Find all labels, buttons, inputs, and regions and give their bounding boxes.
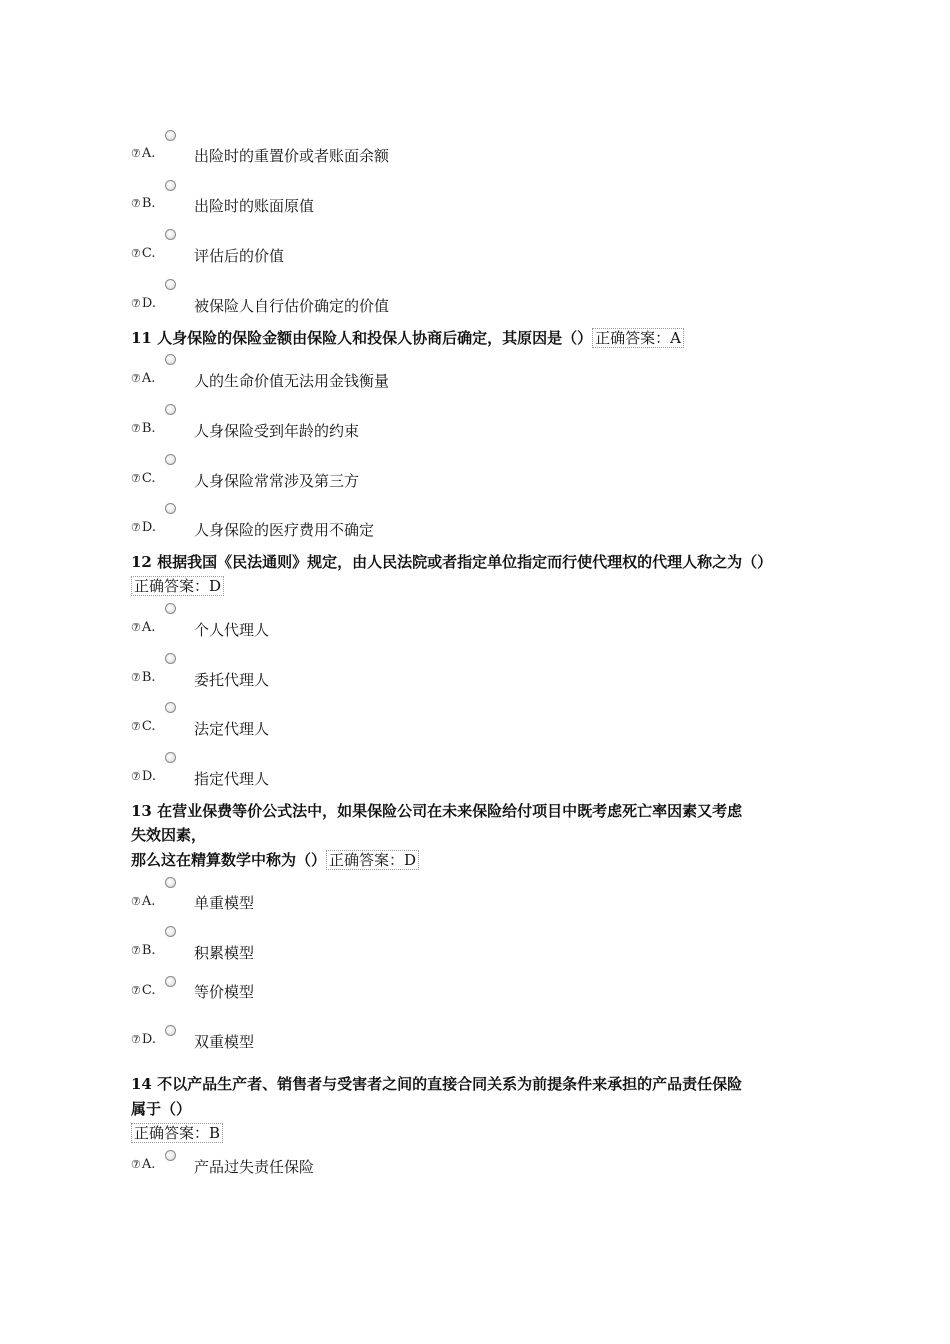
answer-box: 正确答案：D (131, 576, 224, 596)
option-text: 指定代理人 (194, 770, 270, 788)
option-text: 人身保险常常涉及第三方 (194, 472, 360, 490)
option-letter: ⑦D. (131, 296, 156, 311)
option-text: 被保险人自行估价确定的价值 (194, 297, 390, 315)
option-letter: ⑦D. (131, 769, 156, 784)
pin-icon: ⑦ (131, 944, 141, 957)
radio-button[interactable] (165, 279, 176, 290)
option-letter: ⑦A. (131, 146, 156, 161)
option-text: 出险时的重置价或者账面余额 (194, 147, 390, 165)
option-text: 等价模型 (194, 983, 255, 1001)
pin-icon: ⑦ (131, 472, 141, 485)
option-text: 单重模型 (194, 894, 255, 912)
option-letter: ⑦B. (131, 943, 156, 958)
pin-icon: ⑦ (131, 770, 141, 783)
option-text: 评估后的价值 (194, 247, 285, 265)
option-letter: ⑦A. (131, 1157, 156, 1172)
answer-line (131, 576, 224, 596)
radio-button[interactable] (165, 130, 176, 141)
radio-button[interactable] (165, 877, 176, 888)
question-13-line1: 13 在营业保费等价公式法中，如果保险公司在未来保险给付项目中既考虑死亡率因素又考虑 (131, 802, 743, 820)
pin-icon: ⑦ (131, 422, 141, 435)
question-14-line1: 14 不以产品生产者、销售者与受害者之间的直接合同关系为前提条件来承担的产品责任保险 (131, 1075, 743, 1093)
pin-icon: ⑦ (131, 895, 141, 908)
option-text: 积累模型 (194, 944, 255, 962)
pin-icon: ⑦ (131, 297, 141, 310)
radio-button[interactable] (165, 752, 176, 763)
option-letter: ⑦C. (131, 471, 156, 486)
radio-button[interactable] (165, 229, 176, 240)
option-text: 委托代理人 (194, 671, 270, 689)
pin-icon: ⑦ (131, 197, 141, 210)
option-letter: ⑦B. (131, 421, 156, 436)
answer-box: 正确答案：B (131, 1123, 223, 1143)
pin-icon: ⑦ (131, 984, 141, 997)
question-12: 12 根据我国《民法通则》规定，由人民法院或者指定单位指定而行使代理权的代理人称之为（） (131, 553, 773, 571)
option-letter: ⑦C. (131, 719, 156, 734)
question-14-line2: 属于（） (131, 1100, 192, 1118)
question-13-line3: 那么这在精算数学中称为（） 正确答案：D (131, 849, 419, 870)
pin-icon: ⑦ (131, 720, 141, 733)
option-letter: ⑦A. (131, 371, 156, 386)
option-text: 个人代理人 (194, 621, 270, 639)
radio-button[interactable] (165, 653, 176, 664)
option-text: 出险时的账面原值 (194, 197, 315, 215)
option-text: 人身保险的医疗费用不确定 (194, 521, 375, 539)
pin-icon: ⑦ (131, 1158, 141, 1171)
radio-button[interactable] (165, 1025, 176, 1036)
option-letter: ⑦A. (131, 894, 156, 909)
option-text: 人的生命价值无法用金钱衡量 (194, 372, 390, 390)
radio-button[interactable] (165, 503, 176, 514)
radio-button[interactable] (165, 926, 176, 937)
option-text: 双重模型 (194, 1033, 255, 1051)
answer-box: 正确答案：A (592, 328, 684, 348)
answer-box: 正确答案：D (326, 850, 419, 870)
option-letter: ⑦C. (131, 983, 156, 998)
radio-button[interactable] (165, 603, 176, 614)
option-letter: ⑦B. (131, 196, 156, 211)
radio-button[interactable] (165, 702, 176, 713)
option-letter: ⑦B. (131, 670, 156, 685)
answer-line (131, 1123, 223, 1143)
pin-icon: ⑦ (131, 521, 141, 534)
radio-button[interactable] (165, 180, 176, 191)
option-letter: ⑦D. (131, 520, 156, 535)
option-text: 法定代理人 (194, 720, 270, 738)
pin-icon: ⑦ (131, 1033, 141, 1046)
radio-button[interactable] (165, 976, 176, 987)
question-13-line2: 失效因素， (131, 826, 207, 844)
radio-button[interactable] (165, 1150, 176, 1161)
option-letter: ⑦C. (131, 246, 156, 261)
pin-icon: ⑦ (131, 671, 141, 684)
option-letter: ⑦D. (131, 1032, 156, 1047)
pin-icon: ⑦ (131, 372, 141, 385)
radio-button[interactable] (165, 354, 176, 365)
pin-icon: ⑦ (131, 621, 141, 634)
question-text: 11 人身保险的保险金额由保险人和投保人协商后确定，其原因是（） (131, 329, 593, 347)
radio-button[interactable] (165, 404, 176, 415)
pin-icon: ⑦ (131, 247, 141, 260)
question-11 (131, 327, 684, 348)
option-text: 人身保险受到年龄的约束 (194, 422, 360, 440)
option-letter: ⑦A. (131, 620, 156, 635)
radio-button[interactable] (165, 454, 176, 465)
pin-icon: ⑦ (131, 147, 141, 160)
option-text: 产品过失责任保险 (194, 1158, 315, 1176)
